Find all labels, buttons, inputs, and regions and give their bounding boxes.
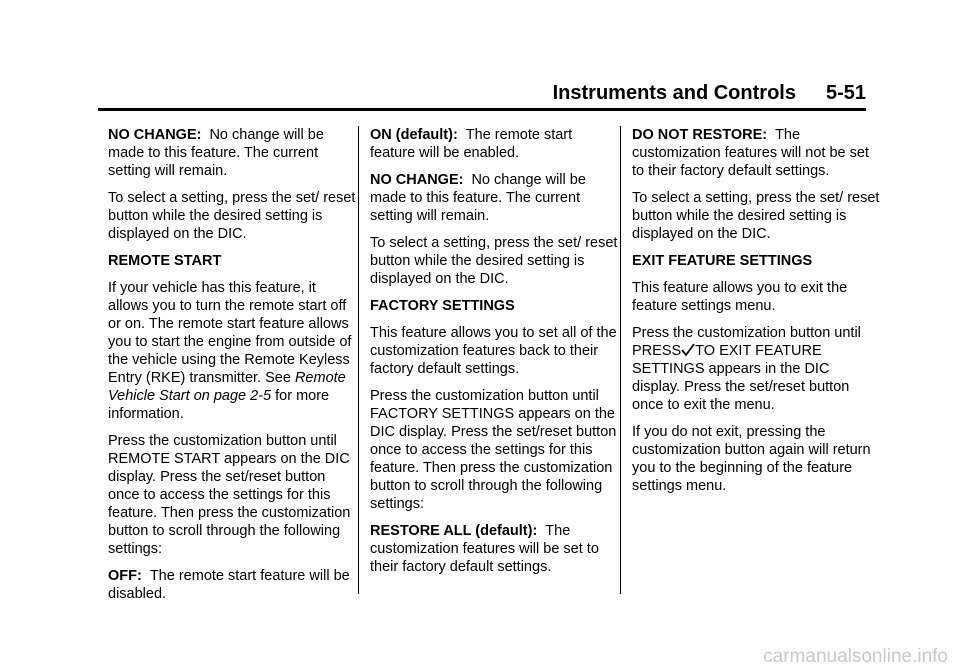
term-text: The customization features will be set to their factory default settings. [370,523,599,575]
section-title: Instruments and Controls [552,82,796,104]
paragraph: If you do not exit, pressing the customization button again will return you to the beginning of the feature settings menu. [632,424,871,494]
paragraph [370,522,618,576]
section-heading: REMOTE START [108,253,222,269]
text: Press the customization button until PRESS [632,325,861,359]
paragraph: This feature allows you to exit the feature settings menu. [632,280,848,314]
term-label: NO CHANGE: [370,172,464,188]
paragraph: Press the customization button until FACTORY SETTINGS appears on the DIC display. Press the set/reset button once to access the settings for this feature. Then press the customization button to scroll through the following settings: [370,388,617,512]
term-label: ON (default): [370,127,458,143]
paragraph [108,279,356,423]
page-number: 5-51 [825,82,866,104]
text: for more information. [108,388,330,422]
header-rule [98,108,866,111]
paragraph: To select a setting, press the set/ reset button while the desired setting is displayed on the DIC. [108,190,356,242]
term-text: The remote start feature will be enabled. [370,127,573,161]
paragraph: Press the customization button until REMOTE START appears on the DIC display. Press the set/reset button once to access the settings for this feature. Then press the customization button to scroll through the following settings: [108,433,351,557]
paragraph [632,126,880,180]
paragraph [370,171,618,225]
paragraph: To select a setting, press the set/ reset button while the desired setting is displayed on the DIC. [632,190,880,242]
column-1 [108,126,356,612]
paragraph [108,126,356,180]
section-heading: EXIT FEATURE SETTINGS [632,253,813,269]
cross-reference-link[interactable]: Remote Vehicle Start on page 2-5 [108,370,346,404]
watermark: carmanualsonline.info [763,646,948,667]
paragraph [108,567,356,603]
column-3 [632,126,880,504]
section-heading: FACTORY SETTINGS [370,298,515,314]
column-divider [620,126,621,594]
term-label: DO NOT RESTORE: [632,127,768,143]
text: TO EXIT FEATURE SETTINGS appears in the DIC display. Press the set/reset button once to exit the menu. [632,343,850,413]
column-2 [370,126,618,585]
paragraph [632,324,880,414]
term-text: The remote start feature will be disabled. [108,568,350,602]
paragraph: This feature allows you to set all of the customization features back to their factory default settings. [370,325,617,377]
column-divider [358,126,359,594]
paragraph [370,126,618,162]
paragraph: To select a setting, press the set/ reset button while the desired setting is displayed on the DIC. [370,235,618,287]
page-header [0,82,866,105]
text: If your vehicle has this feature, it allows you to turn the remote start off or on. The remote start feature allows you to start the engine from outside of the vehicle using the Remote Keyless Entry (RKE) transmitter. See [108,280,352,386]
checkmark-icon [681,343,695,357]
term-text: The customization features will not be set to their factory default settings. [632,127,869,179]
term-label: NO CHANGE: [108,127,202,143]
term-text: No change will be made to this feature. The current setting will remain. [370,172,586,224]
term-text: No change will be made to this feature. The current setting will remain. [108,127,324,179]
term-label: OFF: [108,568,142,584]
term-label: RESTORE ALL (default): [370,523,538,539]
